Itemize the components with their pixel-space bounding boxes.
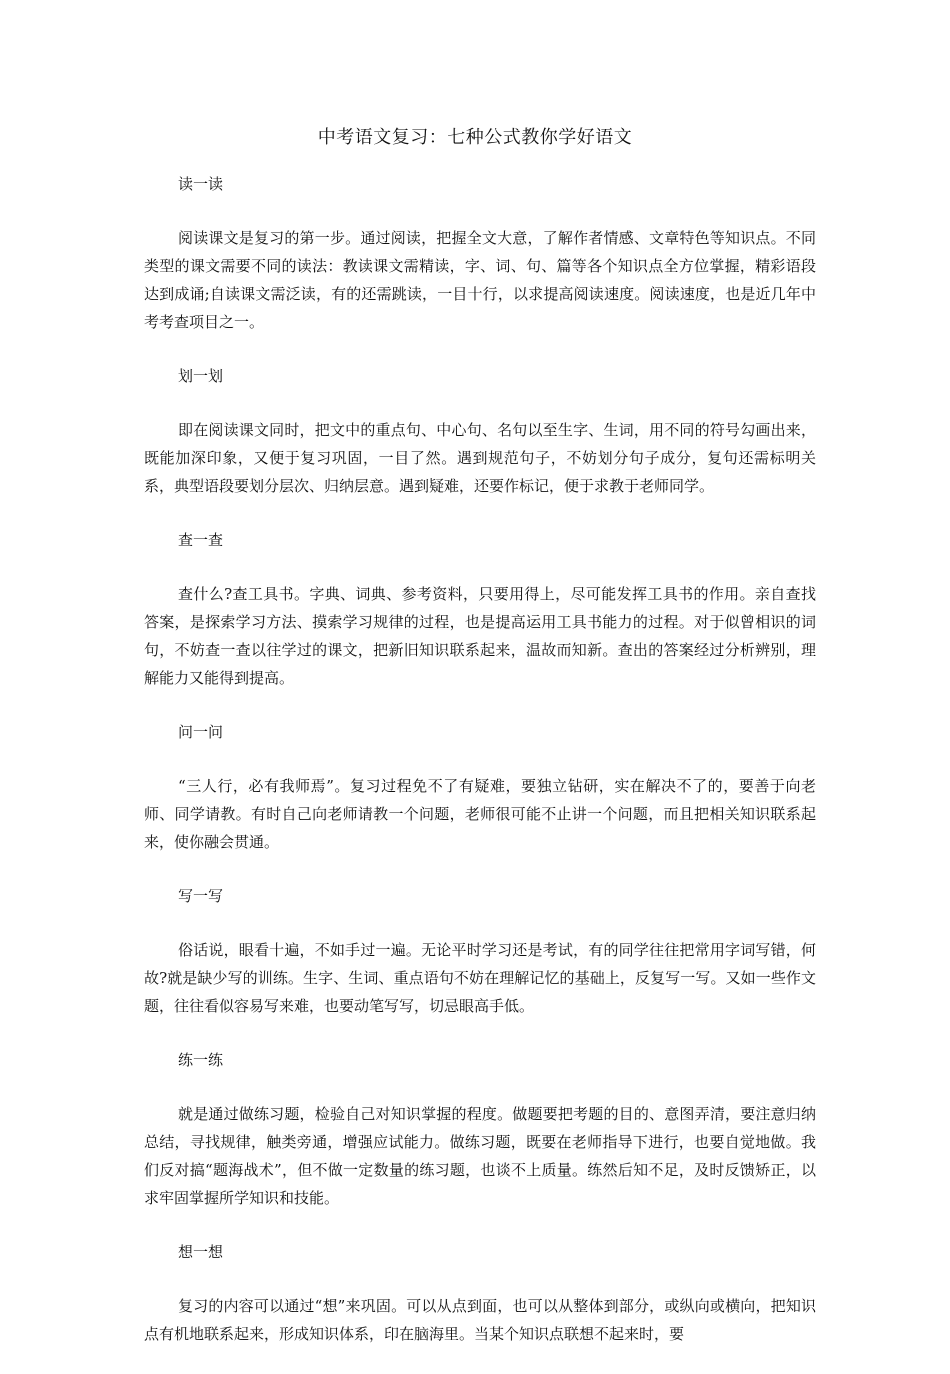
section-heading-lookup: 查一查 <box>178 531 224 549</box>
section-heading-write: 写一写 <box>178 887 224 905</box>
section-heading-think: 想一想 <box>178 1243 224 1261</box>
section-paragraph-write: 俗话说，眼看十遍，不如手过一遍。无论平时学习还是考试，有的同学往往把常用字词写错，何故?就是缺少写的训练。生字、生词、重点语句不妨在理解记忆的基础上，反复写一写。又如一些作文题，往往看似容易写来难，也要动笔写写，切忌眼高手低。 <box>144 941 816 1015</box>
section-heading-practice: 练一练 <box>178 1051 224 1069</box>
section-paragraph-practice: 就是通过做练习题，检验自己对知识掌握的程度。做题要把考题的目的、意图弄清，要注意归纳总结，寻找规律，触类旁通，增强应试能力。做练习题，既要在老师指导下进行，也要自觉地做。我们反对搞“题海战术”，但不做一定数量的练习题，也谈不上质量。练然后知不足，及时反馈矫正，以求牢固掌握所学知识和技能。 <box>144 1105 816 1207</box>
section-paragraph-lookup: 查什么?查工具书。字典、词典、参考资料，只要用得上，尽可能发挥工具书的作用。亲自查找答案，是探索学习方法、摸索学习规律的过程，也是提高运用工具书能力的过程。对于似曾相识的词句，不妨查一查以往学过的课文，把新旧知识联系起来，温故而知新。查出的答案经过分析辨别，理解能力又能得到提高。 <box>144 585 816 687</box>
section-paragraph-read: 阅读课文是复习的第一步。通过阅读，把握全文大意，了解作者情感、文章特色等知识点。不同类型的课文需要不同的读法：教读课文需精读，字、词、句、篇等各个知识点全方位掌握，精彩语段达到成诵;自读课文需泛读，有的还需跳读，一目十行，以求提高阅读速度。阅读速度，也是近几年中考考查项目之一。 <box>144 229 816 331</box>
section-paragraph-think: 复习的内容可以通过“想”来巩固。可以从点到面，也可以从整体到部分，或纵向或横向，把知识点有机地联系起来，形成知识体系，印在脑海里。当某个知识点联想不起来时，要 <box>144 1297 816 1343</box>
section-heading-ask: 问一问 <box>178 723 224 741</box>
section-paragraph-ask: “三人行，必有我师焉”。复习过程免不了有疑难，要独立钻研，实在解决不了的，要善于向老师、同学请教。有时自己向老师请教一个问题，老师很可能不止讲一个问题，而且把相关知识联系起来，使你融会贯通。 <box>144 777 816 851</box>
document-title: 中考语文复习：七种公式教你学好语文 <box>317 127 633 148</box>
document-body <box>144 170 816 1374</box>
section-paragraph-mark: 即在阅读课文同时，把文中的重点句、中心句、名句以至生字、生词，用不同的符号勾画出来，既能加深印象，又便于复习巩固，一目了然。遇到规范句子，不妨划分句子成分，复句还需标明关系，典型语段要划分层次、归纳层意。遇到疑难，还要作标记，便于求教于老师同学。 <box>144 421 816 495</box>
section-heading-read: 读一读 <box>178 175 224 193</box>
section-heading-mark: 划一划 <box>178 367 224 385</box>
